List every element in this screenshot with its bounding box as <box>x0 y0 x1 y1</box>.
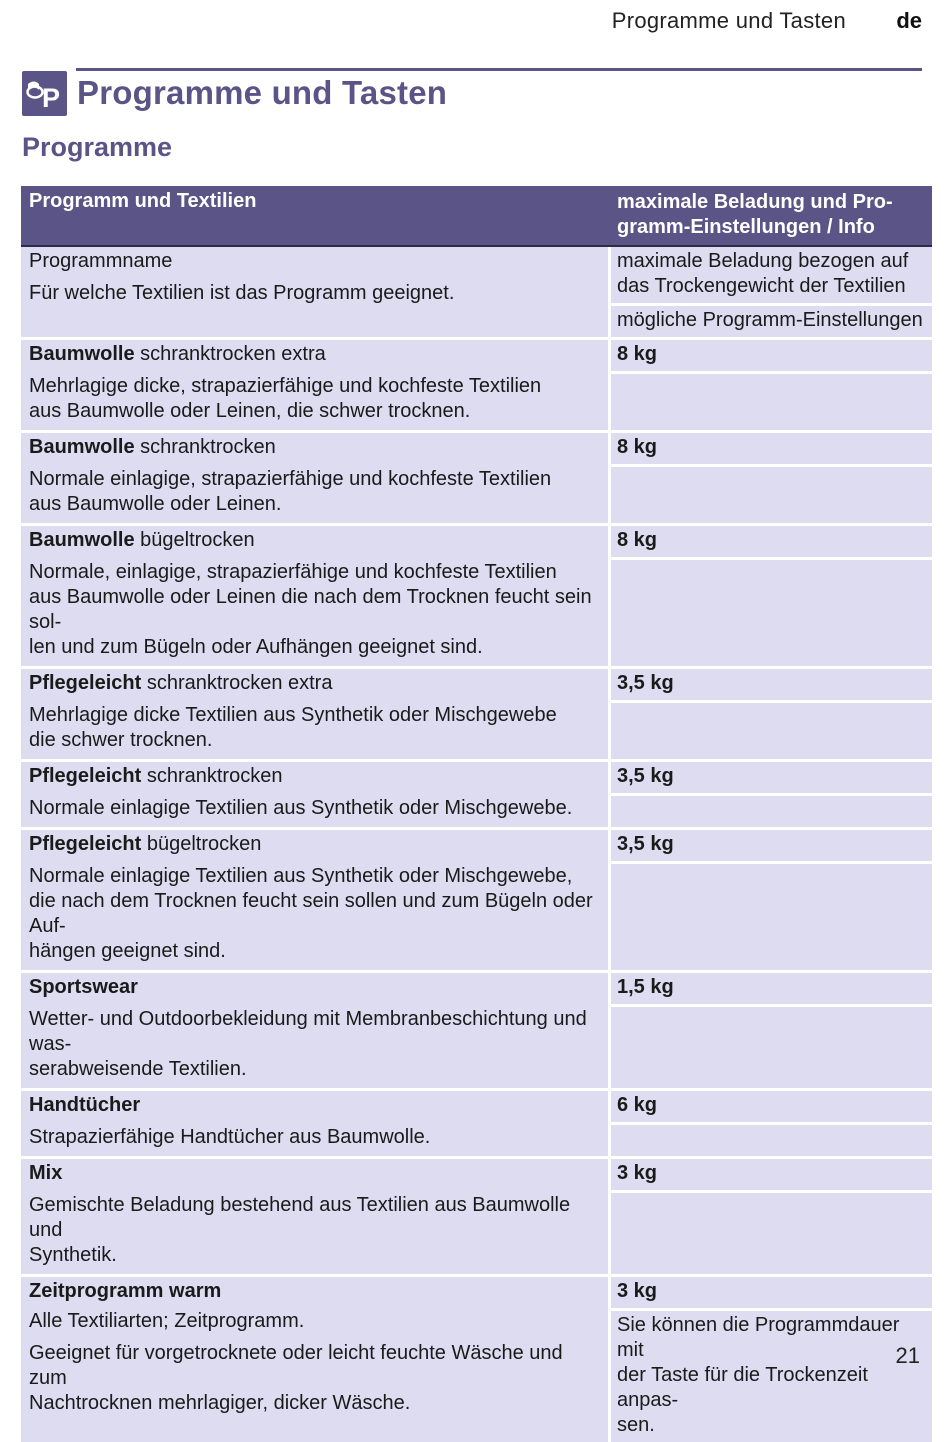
programme-name: Zeitprogramm warm <box>29 1280 222 1302</box>
header-max-load: maximale Beladung und Pro- gramm-Einstellungen / Info <box>617 191 893 238</box>
programme-name: Handtücher <box>29 1094 141 1116</box>
header-rule <box>76 68 922 71</box>
max-load: 3,5 kg <box>617 672 674 694</box>
programme-name: Baumwolle schranktrocken <box>29 436 276 458</box>
programme-cell <box>21 1091 608 1156</box>
header-programme-textiles: Programm und Textilien <box>29 190 257 212</box>
table-row <box>21 1274 932 1442</box>
load-cell <box>608 973 932 1088</box>
max-load: 3 kg <box>617 1162 658 1184</box>
programme-note: Geeignet für vorgetrocknete oder leicht feuchte Wäsche und zum Nachtrocknen mehrlagiger, dicker Wäsche. <box>29 1342 563 1414</box>
max-load: 8 kg <box>617 436 658 458</box>
programme-cell <box>21 1277 608 1442</box>
legend-left-cell <box>21 247 608 337</box>
programme-name: Sportswear <box>29 976 138 998</box>
table-row <box>21 430 932 523</box>
programme-description: Normale, einlagige, strapazierfähige und kochfeste Textilien aus Baumwolle oder Leinen die nach dem Trocknen feucht sein sol- len und zum Bügeln oder Aufhängen geeignet sind. <box>29 561 592 658</box>
programme-description: Normale einlagige Textilien aus Synthetik oder Mischgewebe, die nach dem Trocknen feucht sein sollen und zum Bügeln oder Auf- hängen geeignet sind. <box>29 865 593 962</box>
programme-description: Mehrlagige dicke Textilien aus Synthetik oder Mischgewebe die schwer trocknen. <box>29 704 557 751</box>
table-row <box>21 970 932 1088</box>
programme-info: Sie können die Programmdauer mit der Taste für die Trockenzeit anpas- sen. <box>617 1314 900 1436</box>
programme-name: Pflegeleicht bügeltrocken <box>29 833 262 855</box>
programme-name: Baumwolle bügeltrocken <box>29 529 255 551</box>
load-cell <box>608 1159 932 1274</box>
legend-settings: mögliche Programm-Einstellungen <box>617 309 923 331</box>
max-load: 1,5 kg <box>617 976 674 998</box>
programme-description: Strapazierfähige Handtücher aus Baumwolle. <box>29 1126 431 1148</box>
language-code: de <box>896 8 922 33</box>
max-load: 8 kg <box>617 343 658 365</box>
max-load: 8 kg <box>617 529 658 551</box>
programme-cell <box>21 340 608 430</box>
programme-cell <box>21 1159 608 1274</box>
load-cell <box>608 1091 932 1156</box>
load-cell <box>608 669 932 759</box>
load-cell <box>608 340 932 430</box>
programme-description: Alle Textiliarten; Zeitprogramm. <box>29 1310 305 1332</box>
running-head <box>0 8 950 36</box>
max-load: 3,5 kg <box>617 765 674 787</box>
max-load: 3 kg <box>617 1280 658 1302</box>
table-header <box>21 186 932 247</box>
max-load: 6 kg <box>617 1094 658 1116</box>
programme-name: Baumwolle schranktrocken extra <box>29 343 326 365</box>
table-row <box>21 1156 932 1274</box>
programme-description: Normale einlagige, strapazierfähige und kochfeste Textilien aus Baumwolle oder Leinen. <box>29 468 552 515</box>
legend-programme-name: Programmname <box>29 250 173 272</box>
running-head-title: Programme und Tasten <box>611 8 846 33</box>
load-cell <box>608 1277 932 1442</box>
legend-right-cell <box>608 247 932 337</box>
programme-description: Wetter- und Outdoorbekleidung mit Membranbeschichtung und was- serabweisende Textilien. <box>29 1008 587 1080</box>
load-cell <box>608 526 932 666</box>
programme-cell <box>21 526 608 666</box>
programme-cell <box>21 669 608 759</box>
max-load: 3,5 kg <box>617 833 674 855</box>
table-row <box>21 523 932 666</box>
section-title: Programme <box>22 132 173 162</box>
legend-max-load: maximale Beladung bezogen auf das Trockengewicht der Textilien <box>617 250 909 297</box>
table-row <box>21 666 932 759</box>
load-cell <box>608 830 932 970</box>
legend-row <box>21 247 932 337</box>
load-cell <box>608 433 932 523</box>
table-row <box>21 759 932 827</box>
programme-table <box>21 186 932 1442</box>
programme-cell <box>21 830 608 970</box>
page-number: 21 <box>895 1343 920 1368</box>
svg-text:P: P <box>42 83 61 113</box>
legend-description: Für welche Textilien ist das Programm geeignet. <box>29 282 455 304</box>
programme-description: Normale einlagige Textilien aus Synthetik oder Mischgewebe. <box>29 797 573 819</box>
programme-p-icon <box>22 71 67 116</box>
programme-description: Mehrlagige dicke, strapazierfähige und kochfeste Textilien aus Baumwolle oder Leinen, die schwer trocknen. <box>29 375 542 422</box>
table-row <box>21 827 932 970</box>
programme-cell <box>21 433 608 523</box>
programme-name: Pflegeleicht schranktrocken extra <box>29 672 333 694</box>
programme-name: Mix <box>29 1162 63 1184</box>
programme-description: Gemischte Beladung bestehend aus Textilien aus Baumwolle und Synthetik. <box>29 1194 571 1266</box>
programme-cell <box>21 762 608 827</box>
table-row <box>21 337 932 430</box>
chapter-title: Programme und Tasten <box>77 74 448 111</box>
programme-cell <box>21 973 608 1088</box>
programme-name: Pflegeleicht schranktrocken <box>29 765 283 787</box>
table-row <box>21 1088 932 1156</box>
load-cell <box>608 762 932 827</box>
